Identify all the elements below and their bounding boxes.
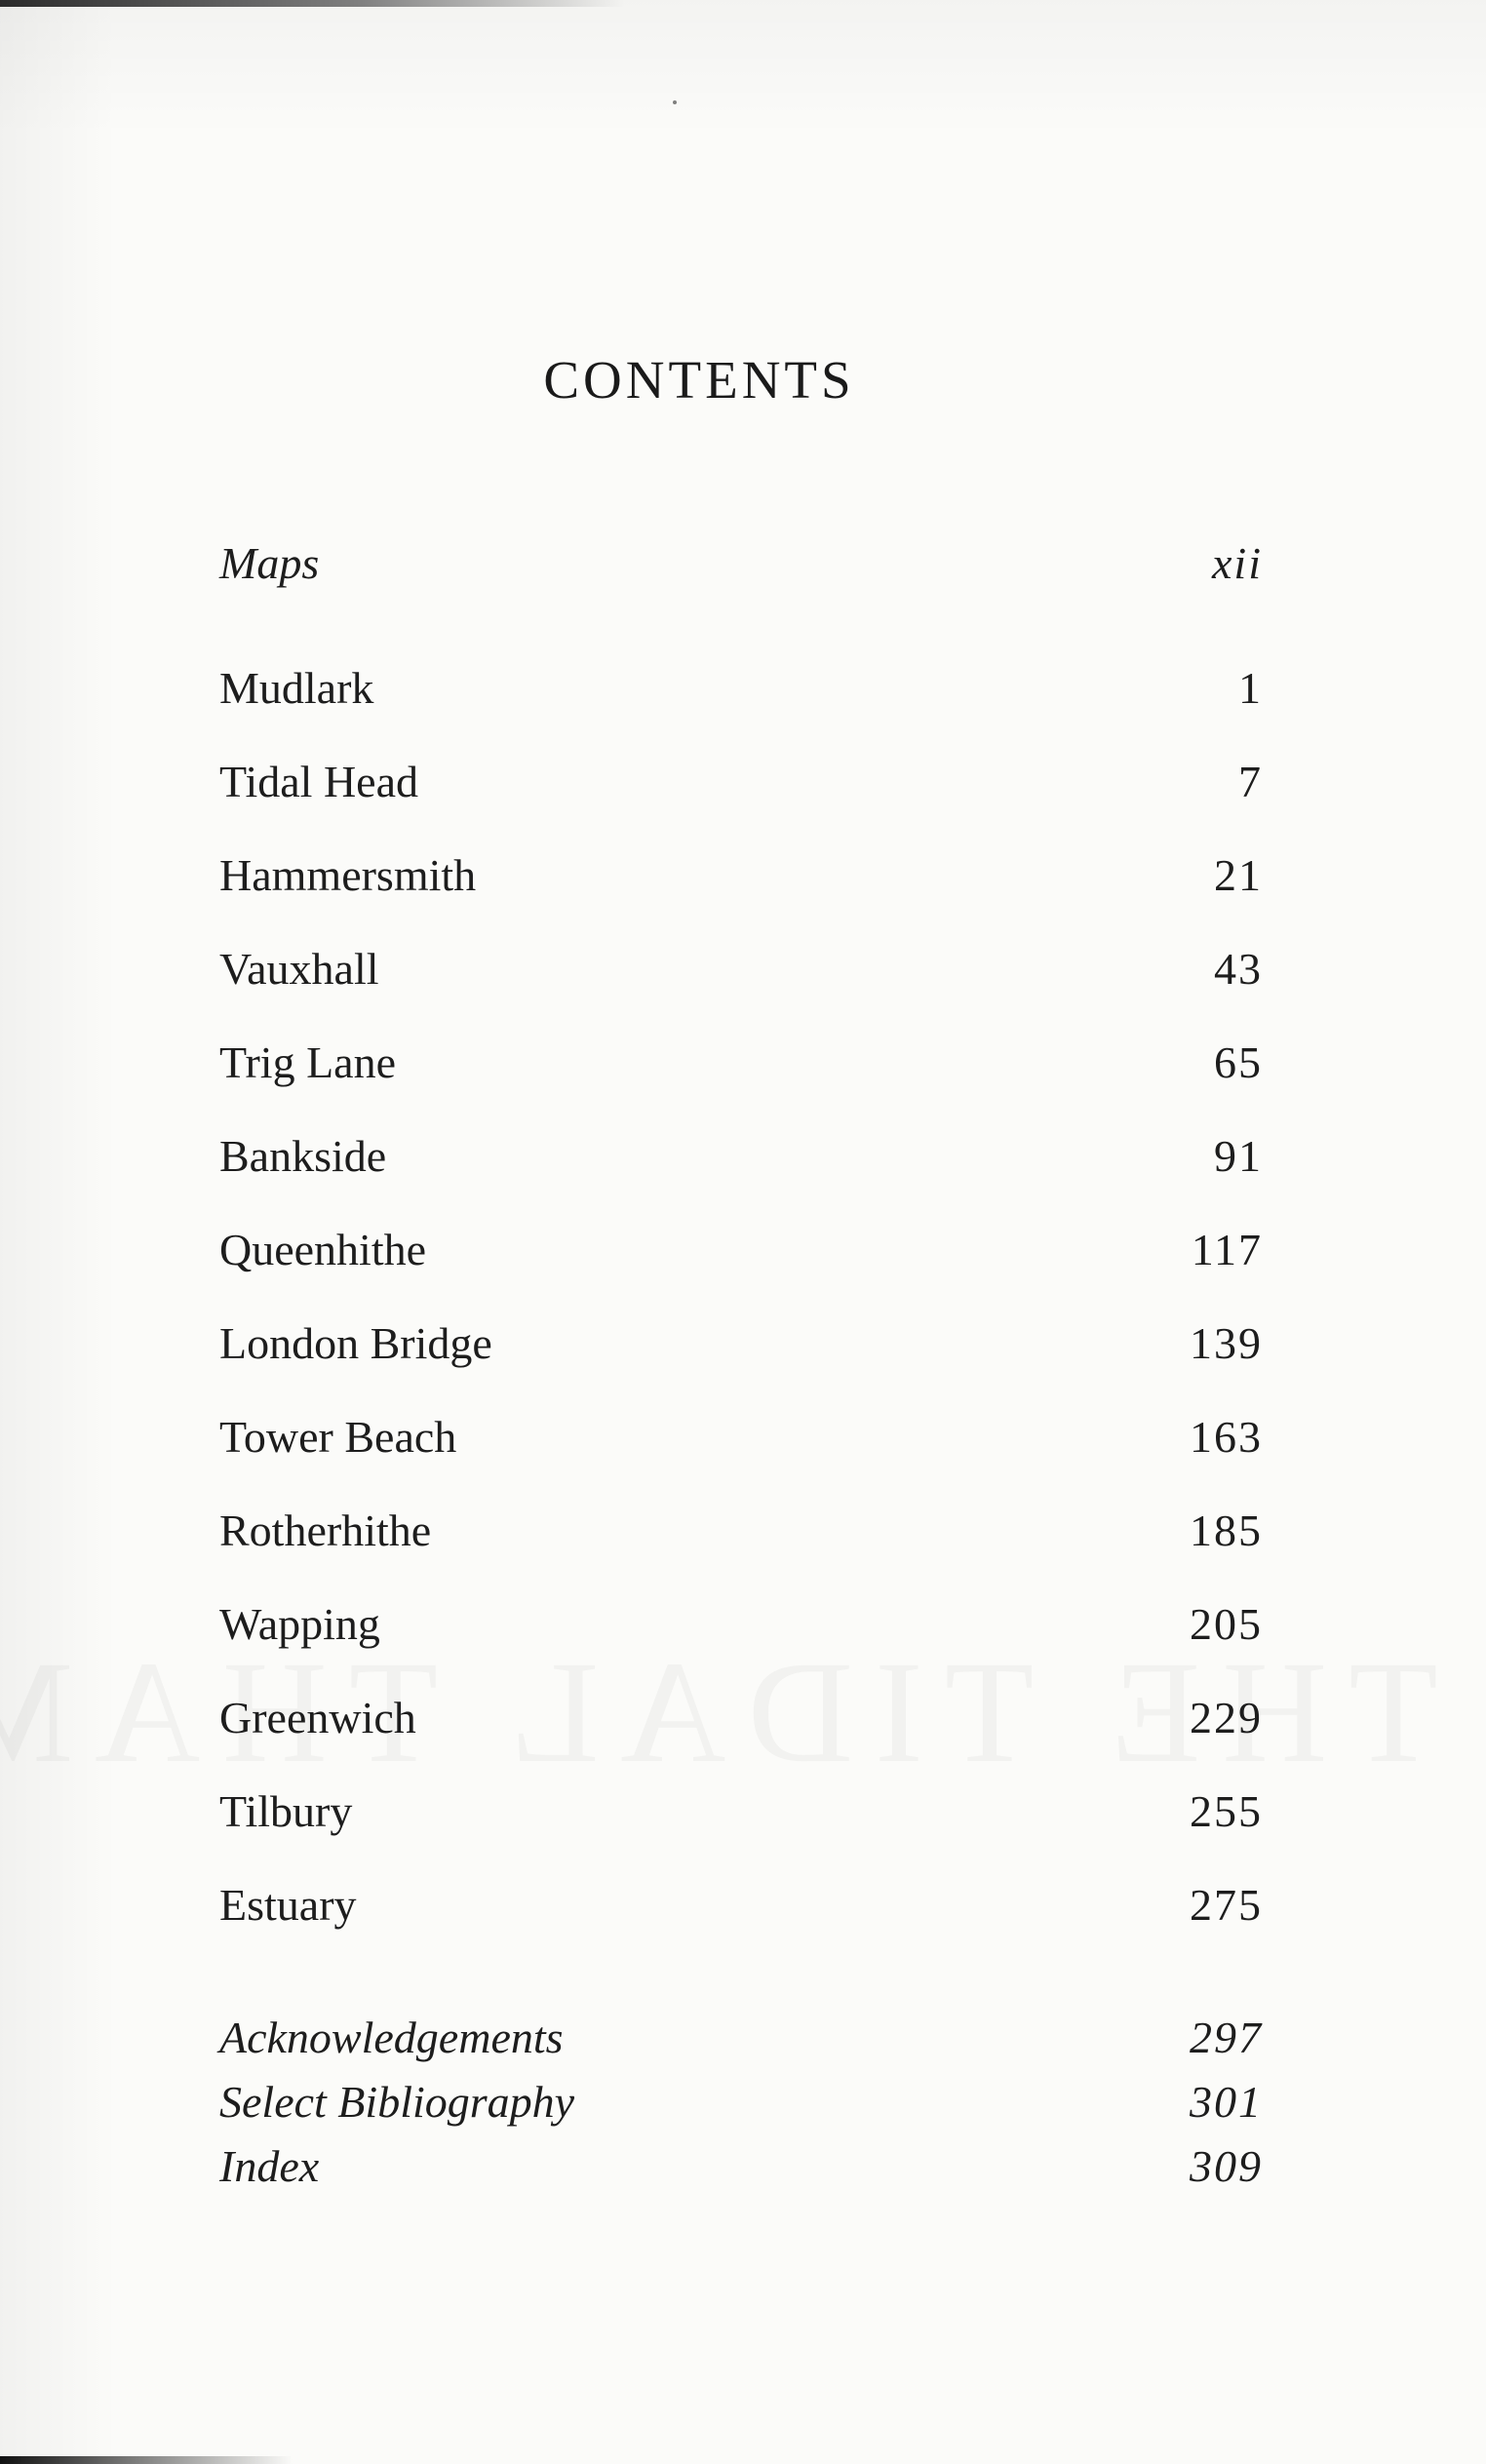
toc-entry-hammersmith (219, 850, 1263, 900)
toc-entry-bankside (219, 1131, 1263, 1181)
page-top-edge (0, 0, 1486, 7)
toc-entry-trig-lane (219, 1037, 1263, 1087)
page-bottom-edge (0, 2456, 293, 2464)
toc-entry-maps (219, 538, 1263, 588)
toc-entry-tidal-head (219, 757, 1263, 806)
toc-label: Acknowledgements (219, 2013, 564, 2062)
toc-label: Queenhithe (219, 1225, 427, 1274)
ink-speck (673, 100, 677, 104)
toc-page-number: 297 (1190, 2013, 1263, 2062)
toc-entry-tilbury (219, 1786, 1263, 1836)
toc-entry-mudlark (219, 663, 1263, 713)
toc-page-number: 205 (1190, 1599, 1263, 1649)
toc-entry-index (219, 2141, 1263, 2191)
toc-label: Wapping (219, 1599, 380, 1649)
toc-entry-acknowledgements (219, 2015, 1263, 2060)
toc-entry-select-bibliography (219, 2077, 1263, 2127)
toc-label: Index (219, 2141, 320, 2191)
toc-label: Rotherhithe (219, 1506, 432, 1555)
toc-page-number: 65 (1214, 1037, 1263, 1087)
toc-entry-tower-beach (219, 1412, 1263, 1462)
toc-entry-estuary (219, 1880, 1263, 1930)
toc-label: Tower Beach (219, 1412, 457, 1462)
toc-page-number: 21 (1214, 850, 1263, 900)
toc-label: Hammersmith (219, 850, 477, 900)
toc-entry-queenhithe (219, 1225, 1263, 1274)
toc-label: Maps (219, 538, 320, 588)
toc-entry-greenwich (219, 1693, 1263, 1742)
toc-label: Greenwich (219, 1693, 416, 1742)
toc-page-number: 91 (1214, 1131, 1263, 1181)
toc-page-number: 301 (1190, 2077, 1263, 2127)
toc-entry-vauxhall (219, 944, 1263, 994)
toc-page-number: 43 (1214, 944, 1263, 994)
toc-label: Tidal Head (219, 757, 419, 806)
toc-entry-wapping (219, 1599, 1263, 1649)
toc-page-number: 309 (1190, 2141, 1263, 2191)
contents-title: CONTENTS (543, 350, 855, 410)
toc-label: Select Bibliography (219, 2077, 575, 2127)
toc-page-number: 1 (1238, 663, 1263, 713)
toc-label: Tilbury (219, 1786, 353, 1836)
toc-page-number: 7 (1238, 757, 1263, 806)
toc-label: Mudlark (219, 663, 374, 713)
toc-page-number: 117 (1191, 1225, 1263, 1274)
toc-page-number: 185 (1190, 1506, 1263, 1555)
toc-entry-london-bridge (219, 1318, 1263, 1368)
toc-page-number: 275 (1190, 1880, 1263, 1930)
toc-entry-rotherhithe (219, 1508, 1263, 1553)
toc-page-number: 255 (1190, 1786, 1263, 1836)
toc-label: Bankside (219, 1131, 387, 1181)
toc-label: Trig Lane (219, 1037, 397, 1087)
toc-page-number: 229 (1190, 1693, 1263, 1742)
toc-label: Vauxhall (219, 944, 379, 994)
toc-page-number: 139 (1190, 1318, 1263, 1368)
toc-page-number: xii (1212, 538, 1263, 588)
toc-page-number: 163 (1190, 1412, 1263, 1462)
toc-label: Estuary (219, 1880, 357, 1930)
toc-label: London Bridge (219, 1318, 492, 1368)
